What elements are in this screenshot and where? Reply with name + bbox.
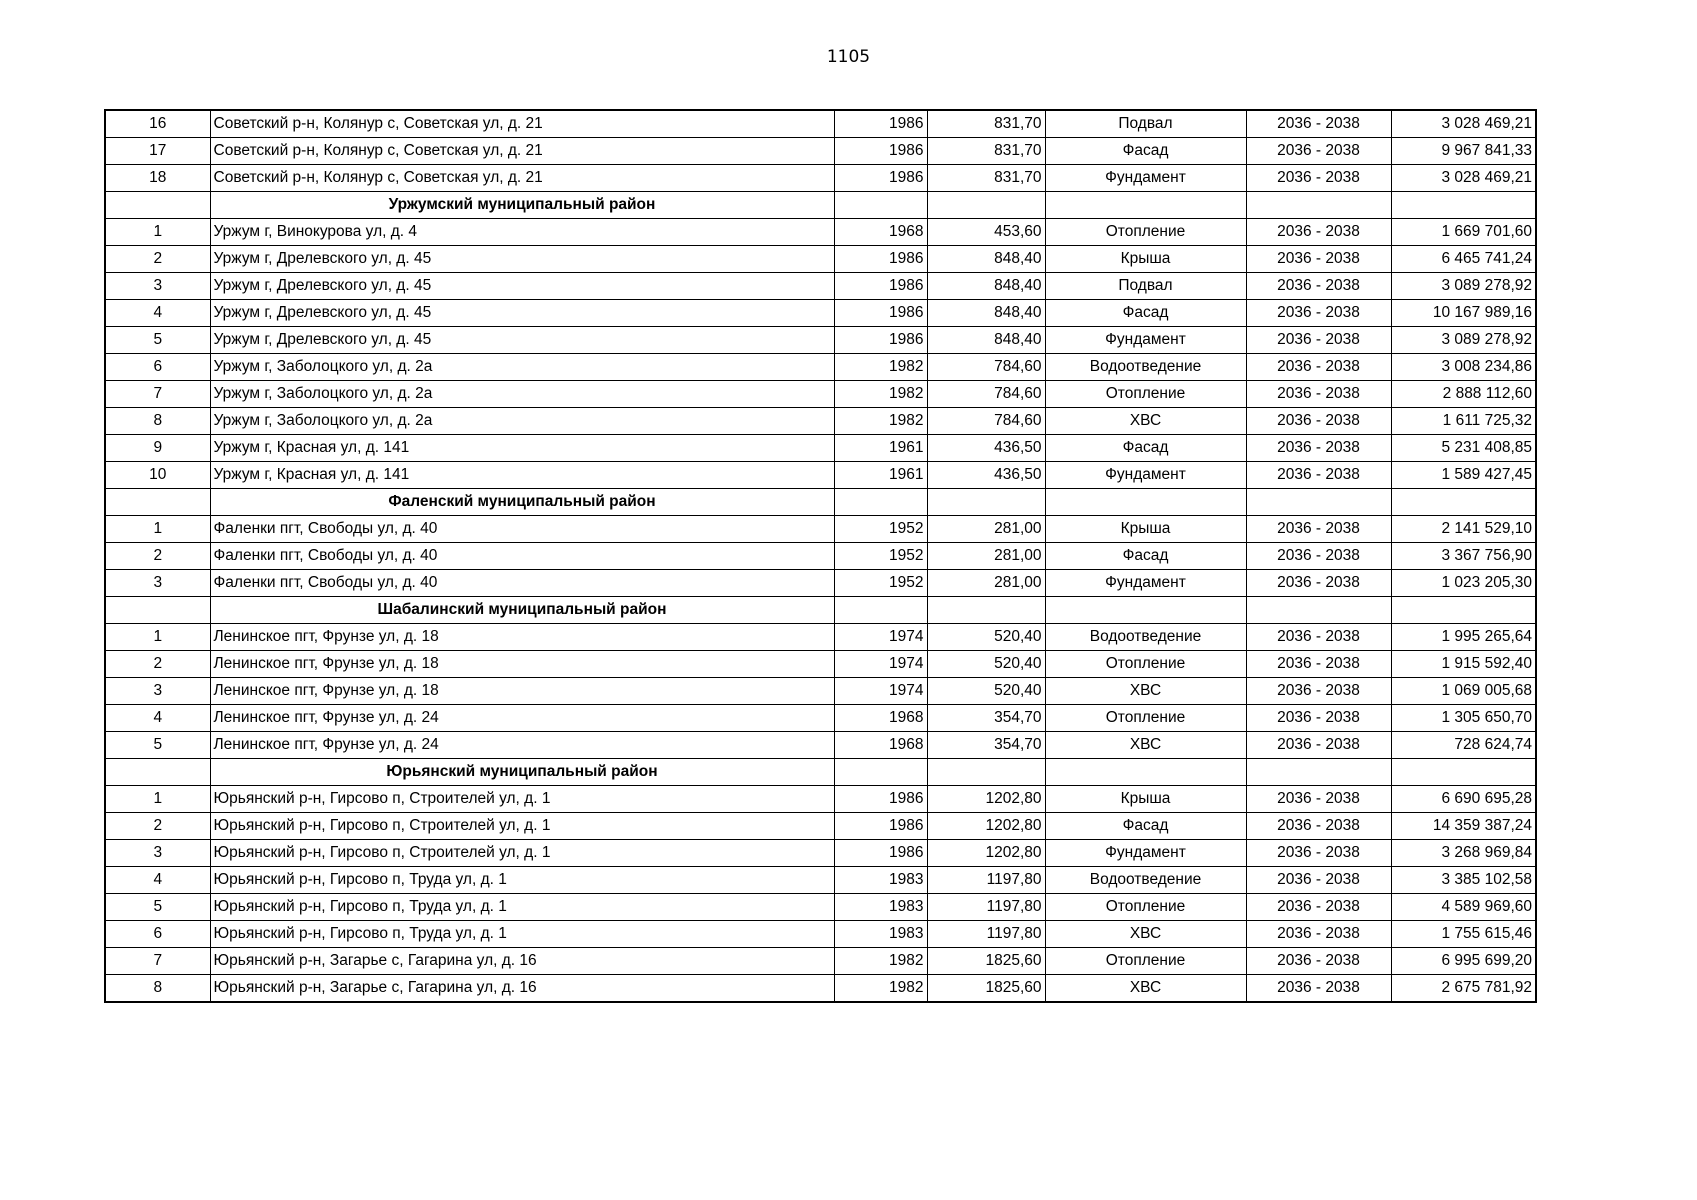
table-row bbox=[105, 651, 1536, 678]
table-row bbox=[105, 921, 1536, 948]
row-number: 5 bbox=[105, 327, 210, 354]
empty-cell bbox=[1246, 192, 1391, 219]
work-type-cell: Водоотведение bbox=[1045, 354, 1246, 381]
work-type-cell: Фасад bbox=[1045, 813, 1246, 840]
area-cell: 848,40 bbox=[927, 246, 1045, 273]
cost-cell: 3 008 234,86 bbox=[1391, 354, 1536, 381]
period-cell: 2036 - 2038 bbox=[1246, 705, 1391, 732]
address-cell: Уржум г, Заболоцкого ул, д. 2а bbox=[210, 381, 834, 408]
empty-cell bbox=[1045, 192, 1246, 219]
row-number: 1 bbox=[105, 219, 210, 246]
row-number: 5 bbox=[105, 894, 210, 921]
row-number: 6 bbox=[105, 354, 210, 381]
section-header-row bbox=[105, 597, 1536, 624]
section-title: Фаленский муниципальный район bbox=[210, 489, 834, 516]
year-built-cell: 1982 bbox=[834, 975, 927, 1003]
period-cell: 2036 - 2038 bbox=[1246, 300, 1391, 327]
table-row bbox=[105, 408, 1536, 435]
cost-cell: 1 589 427,45 bbox=[1391, 462, 1536, 489]
work-type-cell: Крыша bbox=[1045, 516, 1246, 543]
year-built-cell: 1986 bbox=[834, 273, 927, 300]
empty-cell bbox=[1246, 597, 1391, 624]
row-number: 17 bbox=[105, 138, 210, 165]
work-type-cell: Отопление bbox=[1045, 381, 1246, 408]
area-cell: 784,60 bbox=[927, 381, 1045, 408]
year-built-cell: 1983 bbox=[834, 921, 927, 948]
period-cell: 2036 - 2038 bbox=[1246, 543, 1391, 570]
period-cell: 2036 - 2038 bbox=[1246, 273, 1391, 300]
row-number: 2 bbox=[105, 651, 210, 678]
year-built-cell: 1986 bbox=[834, 300, 927, 327]
work-type-cell: Отопление bbox=[1045, 705, 1246, 732]
work-type-cell: Фундамент bbox=[1045, 462, 1246, 489]
address-cell: Уржум г, Красная ул, д. 141 bbox=[210, 435, 834, 462]
cost-cell: 3 367 756,90 bbox=[1391, 543, 1536, 570]
address-cell: Уржум г, Дрелевского ул, д. 45 bbox=[210, 327, 834, 354]
period-cell: 2036 - 2038 bbox=[1246, 246, 1391, 273]
work-type-cell: Крыша bbox=[1045, 246, 1246, 273]
area-cell: 436,50 bbox=[927, 435, 1045, 462]
period-cell: 2036 - 2038 bbox=[1246, 435, 1391, 462]
address-cell: Уржум г, Дрелевского ул, д. 45 bbox=[210, 246, 834, 273]
area-cell: 281,00 bbox=[927, 543, 1045, 570]
address-cell: Ленинское пгт, Фрунзе ул, д. 24 bbox=[210, 732, 834, 759]
table-row bbox=[105, 543, 1536, 570]
work-type-cell: Подвал bbox=[1045, 110, 1246, 138]
table-row bbox=[105, 516, 1536, 543]
row-number: 3 bbox=[105, 273, 210, 300]
period-cell: 2036 - 2038 bbox=[1246, 138, 1391, 165]
row-number: 3 bbox=[105, 678, 210, 705]
period-cell: 2036 - 2038 bbox=[1246, 165, 1391, 192]
area-cell: 354,70 bbox=[927, 732, 1045, 759]
period-cell: 2036 - 2038 bbox=[1246, 786, 1391, 813]
address-cell: Уржум г, Заболоцкого ул, д. 2а bbox=[210, 408, 834, 435]
empty-cell bbox=[927, 489, 1045, 516]
year-built-cell: 1982 bbox=[834, 354, 927, 381]
year-built-cell: 1961 bbox=[834, 462, 927, 489]
year-built-cell: 1986 bbox=[834, 786, 927, 813]
row-number: 2 bbox=[105, 246, 210, 273]
section-header-row bbox=[105, 759, 1536, 786]
table-row bbox=[105, 624, 1536, 651]
period-cell: 2036 - 2038 bbox=[1246, 219, 1391, 246]
cost-cell: 1 755 615,46 bbox=[1391, 921, 1536, 948]
row-number: 4 bbox=[105, 300, 210, 327]
empty-cell bbox=[105, 489, 210, 516]
work-type-cell: ХВС bbox=[1045, 732, 1246, 759]
year-built-cell: 1986 bbox=[834, 165, 927, 192]
table-row bbox=[105, 894, 1536, 921]
work-type-cell: Водоотведение bbox=[1045, 867, 1246, 894]
area-cell: 831,70 bbox=[927, 165, 1045, 192]
cost-cell: 6 995 699,20 bbox=[1391, 948, 1536, 975]
year-built-cell: 1982 bbox=[834, 381, 927, 408]
year-built-cell: 1961 bbox=[834, 435, 927, 462]
period-cell: 2036 - 2038 bbox=[1246, 732, 1391, 759]
address-cell: Советский р-н, Колянур с, Советская ул, д. 21 bbox=[210, 138, 834, 165]
area-cell: 848,40 bbox=[927, 273, 1045, 300]
cost-cell: 3 268 969,84 bbox=[1391, 840, 1536, 867]
section-title: Юрьянский муниципальный район bbox=[210, 759, 834, 786]
area-cell: 1197,80 bbox=[927, 894, 1045, 921]
area-cell: 784,60 bbox=[927, 354, 1045, 381]
work-type-cell: Фундамент bbox=[1045, 327, 1246, 354]
table-row bbox=[105, 462, 1536, 489]
cost-cell: 3 089 278,92 bbox=[1391, 327, 1536, 354]
table-row bbox=[105, 813, 1536, 840]
empty-cell bbox=[1391, 597, 1536, 624]
work-type-cell: Отопление bbox=[1045, 651, 1246, 678]
area-cell: 520,40 bbox=[927, 678, 1045, 705]
area-cell: 848,40 bbox=[927, 300, 1045, 327]
period-cell: 2036 - 2038 bbox=[1246, 651, 1391, 678]
period-cell: 2036 - 2038 bbox=[1246, 327, 1391, 354]
table-row bbox=[105, 246, 1536, 273]
year-built-cell: 1986 bbox=[834, 138, 927, 165]
year-built-cell: 1986 bbox=[834, 840, 927, 867]
row-number: 6 bbox=[105, 921, 210, 948]
area-cell: 1197,80 bbox=[927, 867, 1045, 894]
work-type-cell: Фасад bbox=[1045, 543, 1246, 570]
address-cell: Юрьянский р-н, Гирсово п, Труда ул, д. 1 bbox=[210, 894, 834, 921]
work-type-cell: Фундамент bbox=[1045, 570, 1246, 597]
cost-cell: 3 028 469,21 bbox=[1391, 165, 1536, 192]
empty-cell bbox=[834, 597, 927, 624]
empty-cell bbox=[105, 597, 210, 624]
address-cell: Юрьянский р-н, Гирсово п, Труда ул, д. 1 bbox=[210, 921, 834, 948]
cost-cell: 3 385 102,58 bbox=[1391, 867, 1536, 894]
period-cell: 2036 - 2038 bbox=[1246, 948, 1391, 975]
area-cell: 453,60 bbox=[927, 219, 1045, 246]
table-row bbox=[105, 786, 1536, 813]
cost-cell: 1 069 005,68 bbox=[1391, 678, 1536, 705]
work-type-cell: Отопление bbox=[1045, 219, 1246, 246]
table-row bbox=[105, 435, 1536, 462]
empty-cell bbox=[1391, 489, 1536, 516]
work-type-cell: Фундамент bbox=[1045, 165, 1246, 192]
address-cell: Уржум г, Дрелевского ул, д. 45 bbox=[210, 300, 834, 327]
year-built-cell: 1982 bbox=[834, 948, 927, 975]
table-row bbox=[105, 165, 1536, 192]
table-row bbox=[105, 705, 1536, 732]
empty-cell bbox=[834, 192, 927, 219]
address-cell: Уржум г, Винокурова ул, д. 4 bbox=[210, 219, 834, 246]
address-cell: Фаленки пгт, Свободы ул, д. 40 bbox=[210, 543, 834, 570]
year-built-cell: 1968 bbox=[834, 219, 927, 246]
area-cell: 1825,60 bbox=[927, 948, 1045, 975]
area-cell: 281,00 bbox=[927, 570, 1045, 597]
row-number: 8 bbox=[105, 975, 210, 1003]
year-built-cell: 1974 bbox=[834, 651, 927, 678]
row-number: 18 bbox=[105, 165, 210, 192]
empty-cell bbox=[927, 597, 1045, 624]
period-cell: 2036 - 2038 bbox=[1246, 110, 1391, 138]
cost-cell: 1 669 701,60 bbox=[1391, 219, 1536, 246]
address-cell: Юрьянский р-н, Гирсово п, Строителей ул, д. 1 bbox=[210, 840, 834, 867]
period-cell: 2036 - 2038 bbox=[1246, 678, 1391, 705]
row-number: 2 bbox=[105, 543, 210, 570]
cost-cell: 14 359 387,24 bbox=[1391, 813, 1536, 840]
cost-cell: 3 089 278,92 bbox=[1391, 273, 1536, 300]
table-row bbox=[105, 975, 1536, 1003]
period-cell: 2036 - 2038 bbox=[1246, 975, 1391, 1003]
empty-cell bbox=[1246, 489, 1391, 516]
section-header-row bbox=[105, 489, 1536, 516]
empty-cell bbox=[105, 192, 210, 219]
row-number: 5 bbox=[105, 732, 210, 759]
area-cell: 1197,80 bbox=[927, 921, 1045, 948]
work-type-cell: ХВС bbox=[1045, 921, 1246, 948]
address-cell: Ленинское пгт, Фрунзе ул, д. 24 bbox=[210, 705, 834, 732]
row-number: 3 bbox=[105, 570, 210, 597]
address-cell: Юрьянский р-н, Гирсово п, Строителей ул, д. 1 bbox=[210, 813, 834, 840]
table-row bbox=[105, 219, 1536, 246]
address-cell: Советский р-н, Колянур с, Советская ул, д. 21 bbox=[210, 165, 834, 192]
empty-cell bbox=[1391, 192, 1536, 219]
cost-cell: 2 675 781,92 bbox=[1391, 975, 1536, 1003]
cost-cell: 1 611 725,32 bbox=[1391, 408, 1536, 435]
period-cell: 2036 - 2038 bbox=[1246, 624, 1391, 651]
period-cell: 2036 - 2038 bbox=[1246, 516, 1391, 543]
empty-cell bbox=[1246, 759, 1391, 786]
empty-cell bbox=[927, 192, 1045, 219]
table-row bbox=[105, 138, 1536, 165]
address-cell: Советский р-н, Колянур с, Советская ул, д. 21 bbox=[210, 110, 834, 138]
address-cell: Юрьянский р-н, Загарье с, Гагарина ул, д. 16 bbox=[210, 948, 834, 975]
year-built-cell: 1974 bbox=[834, 624, 927, 651]
work-type-cell: Фундамент bbox=[1045, 840, 1246, 867]
area-cell: 848,40 bbox=[927, 327, 1045, 354]
empty-cell bbox=[927, 759, 1045, 786]
work-type-cell: ХВС bbox=[1045, 678, 1246, 705]
table-row bbox=[105, 570, 1536, 597]
cost-cell: 2 888 112,60 bbox=[1391, 381, 1536, 408]
table-row bbox=[105, 948, 1536, 975]
year-built-cell: 1968 bbox=[834, 705, 927, 732]
period-cell: 2036 - 2038 bbox=[1246, 921, 1391, 948]
work-type-cell: Фасад bbox=[1045, 138, 1246, 165]
cost-cell: 9 967 841,33 bbox=[1391, 138, 1536, 165]
area-cell: 1202,80 bbox=[927, 813, 1045, 840]
empty-cell bbox=[834, 489, 927, 516]
cost-cell: 1 995 265,64 bbox=[1391, 624, 1536, 651]
cost-cell: 1 023 205,30 bbox=[1391, 570, 1536, 597]
period-cell: 2036 - 2038 bbox=[1246, 867, 1391, 894]
section-header-row bbox=[105, 192, 1536, 219]
period-cell: 2036 - 2038 bbox=[1246, 570, 1391, 597]
year-built-cell: 1982 bbox=[834, 408, 927, 435]
work-type-cell: Водоотведение bbox=[1045, 624, 1246, 651]
address-cell: Ленинское пгт, Фрунзе ул, д. 18 bbox=[210, 624, 834, 651]
cost-cell: 5 231 408,85 bbox=[1391, 435, 1536, 462]
area-cell: 520,40 bbox=[927, 624, 1045, 651]
period-cell: 2036 - 2038 bbox=[1246, 408, 1391, 435]
repair-register-table bbox=[104, 109, 1537, 1003]
year-built-cell: 1983 bbox=[834, 894, 927, 921]
period-cell: 2036 - 2038 bbox=[1246, 840, 1391, 867]
address-cell: Уржум г, Дрелевского ул, д. 45 bbox=[210, 273, 834, 300]
area-cell: 1202,80 bbox=[927, 786, 1045, 813]
work-type-cell: Фасад bbox=[1045, 435, 1246, 462]
year-built-cell: 1983 bbox=[834, 867, 927, 894]
address-cell: Фаленки пгт, Свободы ул, д. 40 bbox=[210, 516, 834, 543]
area-cell: 281,00 bbox=[927, 516, 1045, 543]
row-number: 8 bbox=[105, 408, 210, 435]
row-number: 2 bbox=[105, 813, 210, 840]
empty-cell bbox=[1045, 489, 1246, 516]
row-number: 7 bbox=[105, 381, 210, 408]
year-built-cell: 1952 bbox=[834, 570, 927, 597]
row-number: 9 bbox=[105, 435, 210, 462]
table-row bbox=[105, 300, 1536, 327]
area-cell: 1825,60 bbox=[927, 975, 1045, 1003]
year-built-cell: 1974 bbox=[834, 678, 927, 705]
table-row bbox=[105, 327, 1536, 354]
period-cell: 2036 - 2038 bbox=[1246, 813, 1391, 840]
row-number: 4 bbox=[105, 867, 210, 894]
cost-cell: 1 915 592,40 bbox=[1391, 651, 1536, 678]
cost-cell: 6 690 695,28 bbox=[1391, 786, 1536, 813]
period-cell: 2036 - 2038 bbox=[1246, 894, 1391, 921]
table-row bbox=[105, 354, 1536, 381]
table-row bbox=[105, 840, 1536, 867]
year-built-cell: 1968 bbox=[834, 732, 927, 759]
empty-cell bbox=[834, 759, 927, 786]
row-number: 1 bbox=[105, 516, 210, 543]
section-title: Уржумский муниципальный район bbox=[210, 192, 834, 219]
year-built-cell: 1952 bbox=[834, 516, 927, 543]
table-body bbox=[105, 110, 1536, 1002]
work-type-cell: Отопление bbox=[1045, 948, 1246, 975]
cost-cell: 6 465 741,24 bbox=[1391, 246, 1536, 273]
row-number: 4 bbox=[105, 705, 210, 732]
area-cell: 436,50 bbox=[927, 462, 1045, 489]
cost-cell: 728 624,74 bbox=[1391, 732, 1536, 759]
year-built-cell: 1986 bbox=[834, 110, 927, 138]
address-cell: Ленинское пгт, Фрунзе ул, д. 18 bbox=[210, 678, 834, 705]
work-type-cell: ХВС bbox=[1045, 408, 1246, 435]
table-row bbox=[105, 867, 1536, 894]
cost-cell: 1 305 650,70 bbox=[1391, 705, 1536, 732]
area-cell: 784,60 bbox=[927, 408, 1045, 435]
address-cell: Фаленки пгт, Свободы ул, д. 40 bbox=[210, 570, 834, 597]
cost-cell: 4 589 969,60 bbox=[1391, 894, 1536, 921]
area-cell: 520,40 bbox=[927, 651, 1045, 678]
row-number: 16 bbox=[105, 110, 210, 138]
period-cell: 2036 - 2038 bbox=[1246, 462, 1391, 489]
work-type-cell: ХВС bbox=[1045, 975, 1246, 1003]
work-type-cell: Отопление bbox=[1045, 894, 1246, 921]
work-type-cell: Подвал bbox=[1045, 273, 1246, 300]
address-cell: Юрьянский р-н, Гирсово п, Строителей ул, д. 1 bbox=[210, 786, 834, 813]
period-cell: 2036 - 2038 bbox=[1246, 381, 1391, 408]
work-type-cell: Крыша bbox=[1045, 786, 1246, 813]
row-number: 10 bbox=[105, 462, 210, 489]
area-cell: 1202,80 bbox=[927, 840, 1045, 867]
table-row bbox=[105, 732, 1536, 759]
address-cell: Юрьянский р-н, Загарье с, Гагарина ул, д. 16 bbox=[210, 975, 834, 1003]
year-built-cell: 1986 bbox=[834, 327, 927, 354]
address-cell: Ленинское пгт, Фрунзе ул, д. 18 bbox=[210, 651, 834, 678]
empty-cell bbox=[105, 759, 210, 786]
row-number: 3 bbox=[105, 840, 210, 867]
empty-cell bbox=[1391, 759, 1536, 786]
cost-cell: 2 141 529,10 bbox=[1391, 516, 1536, 543]
empty-cell bbox=[1045, 597, 1246, 624]
table-row bbox=[105, 273, 1536, 300]
address-cell: Уржум г, Заболоцкого ул, д. 2а bbox=[210, 354, 834, 381]
period-cell: 2036 - 2038 bbox=[1246, 354, 1391, 381]
address-cell: Уржум г, Красная ул, д. 141 bbox=[210, 462, 834, 489]
area-cell: 831,70 bbox=[927, 138, 1045, 165]
year-built-cell: 1952 bbox=[834, 543, 927, 570]
address-cell: Юрьянский р-н, Гирсово п, Труда ул, д. 1 bbox=[210, 867, 834, 894]
cost-cell: 10 167 989,16 bbox=[1391, 300, 1536, 327]
row-number: 1 bbox=[105, 786, 210, 813]
empty-cell bbox=[1045, 759, 1246, 786]
row-number: 7 bbox=[105, 948, 210, 975]
work-type-cell: Фасад bbox=[1045, 300, 1246, 327]
cost-cell: 3 028 469,21 bbox=[1391, 110, 1536, 138]
year-built-cell: 1986 bbox=[834, 246, 927, 273]
area-cell: 354,70 bbox=[927, 705, 1045, 732]
table-row bbox=[105, 110, 1536, 138]
table-row bbox=[105, 678, 1536, 705]
page-number: 1105 bbox=[826, 47, 871, 67]
area-cell: 831,70 bbox=[927, 110, 1045, 138]
table-row bbox=[105, 381, 1536, 408]
row-number: 1 bbox=[105, 624, 210, 651]
section-title: Шабалинский муниципальный район bbox=[210, 597, 834, 624]
year-built-cell: 1986 bbox=[834, 813, 927, 840]
